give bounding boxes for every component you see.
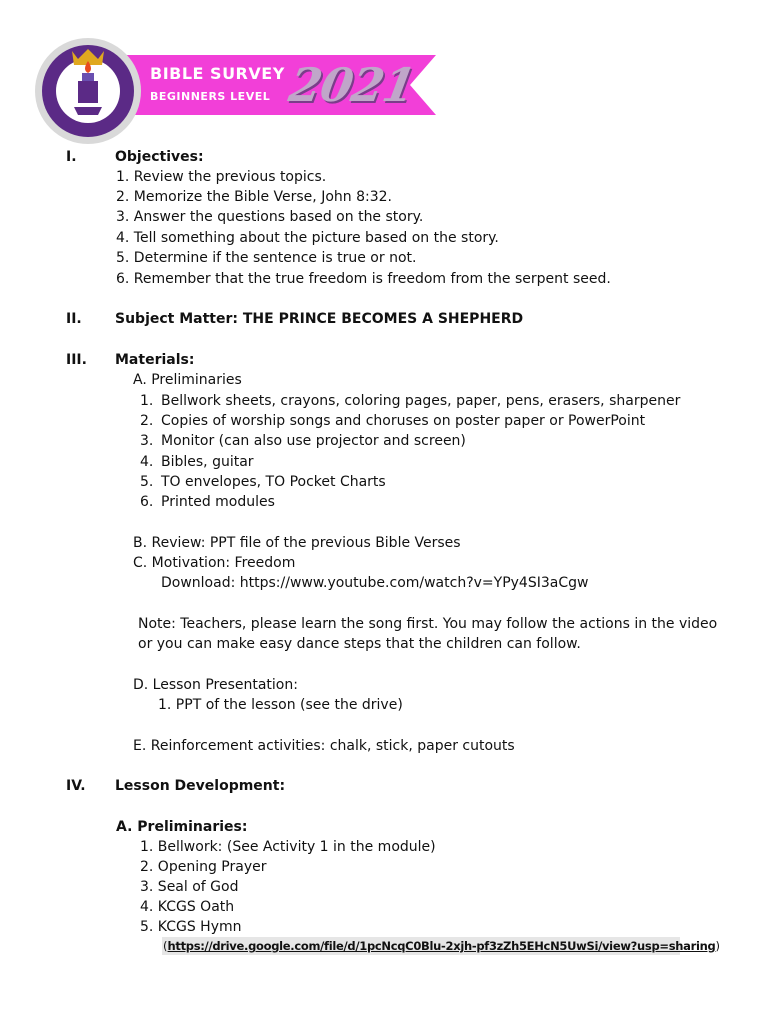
material-number: 6. — [140, 494, 154, 510]
reinforcement-activities: E. Reinforcement activities: chalk, stick, paper cutouts — [133, 738, 515, 754]
material-number: 3. — [140, 433, 154, 449]
objective-item: 1. Review the previous topics. — [116, 169, 327, 185]
banner-year: 2021 — [285, 58, 419, 112]
hymn-link-line — [163, 937, 720, 955]
section-numeral-2: II. — [66, 311, 82, 327]
development-item: 4. KCGS Oath — [140, 899, 235, 915]
objective-item: 3. Answer the questions based on the story. — [116, 209, 424, 225]
teacher-note-line-2: or you can make easy dance steps that the children can follow. — [138, 636, 581, 652]
material-item: TO envelopes, TO Pocket Charts — [161, 474, 386, 490]
material-number: 4. — [140, 454, 154, 470]
objective-item: 6. Remember that the true freedom is freedom from the serpent seed. — [116, 271, 611, 287]
section-numeral-4: IV. — [66, 778, 86, 794]
development-item: 3. Seal of God — [140, 879, 239, 895]
objectives-heading: Objectives: — [115, 149, 204, 165]
lesson-presentation-label: D. Lesson Presentation: — [133, 677, 298, 693]
teacher-note-line-1: Note: Teachers, please learn the song first. You may follow the actions in the video — [138, 616, 718, 632]
materials-motivation: C. Motivation: Freedom — [133, 555, 296, 571]
material-item: Bibles, guitar — [161, 454, 254, 470]
development-item: 1. Bellwork: (See Activity 1 in the module) — [140, 839, 436, 855]
link-open-paren: ( — [163, 939, 168, 953]
banner-subtitle: BEGINNERS LEVEL — [150, 90, 271, 103]
material-item: Monitor (can also use projector and screen) — [161, 433, 466, 449]
materials-preliminaries-label: A. Preliminaries — [133, 372, 242, 388]
banner-title: BIBLE SURVEY — [150, 64, 285, 83]
material-number: 1. — [140, 393, 154, 409]
objective-item: 5. Determine if the sentence is true or not. — [116, 250, 417, 266]
section-numeral-3: III. — [66, 352, 87, 368]
development-preliminaries-heading: A. Preliminaries: — [116, 819, 248, 835]
subject-matter-heading: Subject Matter: THE PRINCE BECOMES A SHEPHERD — [115, 311, 524, 327]
materials-heading: Materials: — [115, 352, 195, 368]
lesson-presentation-item: 1. PPT of the lesson (see the drive) — [158, 697, 403, 713]
objective-item: 2. Memorize the Bible Verse, John 8:32. — [116, 189, 392, 205]
lesson-development-heading: Lesson Development: — [115, 778, 286, 794]
material-item: Printed modules — [161, 494, 275, 510]
material-item: Bellwork sheets, crayons, coloring pages, paper, pens, erasers, sharpener — [161, 393, 681, 409]
hymn-drive-link[interactable]: https://drive.google.com/file/d/1pcNcqC0Blu-2xjh-pf3zZh5EHcN5UwSi/view?usp=sharing — [167, 939, 716, 953]
material-number: 2. — [140, 413, 154, 429]
school-seal-logo — [34, 37, 142, 145]
link-close-paren: ) — [715, 939, 720, 953]
section-numeral-1: I. — [66, 149, 77, 165]
header-banner — [0, 0, 768, 150]
materials-download-link[interactable]: Download: https://www.youtube.com/watch?v=YPy4SI3aCgw — [161, 575, 589, 591]
development-item: 2. Opening Prayer — [140, 859, 267, 875]
objective-item: 4. Tell something about the picture based on the story. — [116, 230, 499, 246]
development-item: 5. KCGS Hymn — [140, 919, 242, 935]
material-item: Copies of worship songs and choruses on poster paper or PowerPoint — [161, 413, 646, 429]
materials-review: B. Review: PPT file of the previous Bible Verses — [133, 535, 461, 551]
material-number: 5. — [140, 474, 154, 490]
